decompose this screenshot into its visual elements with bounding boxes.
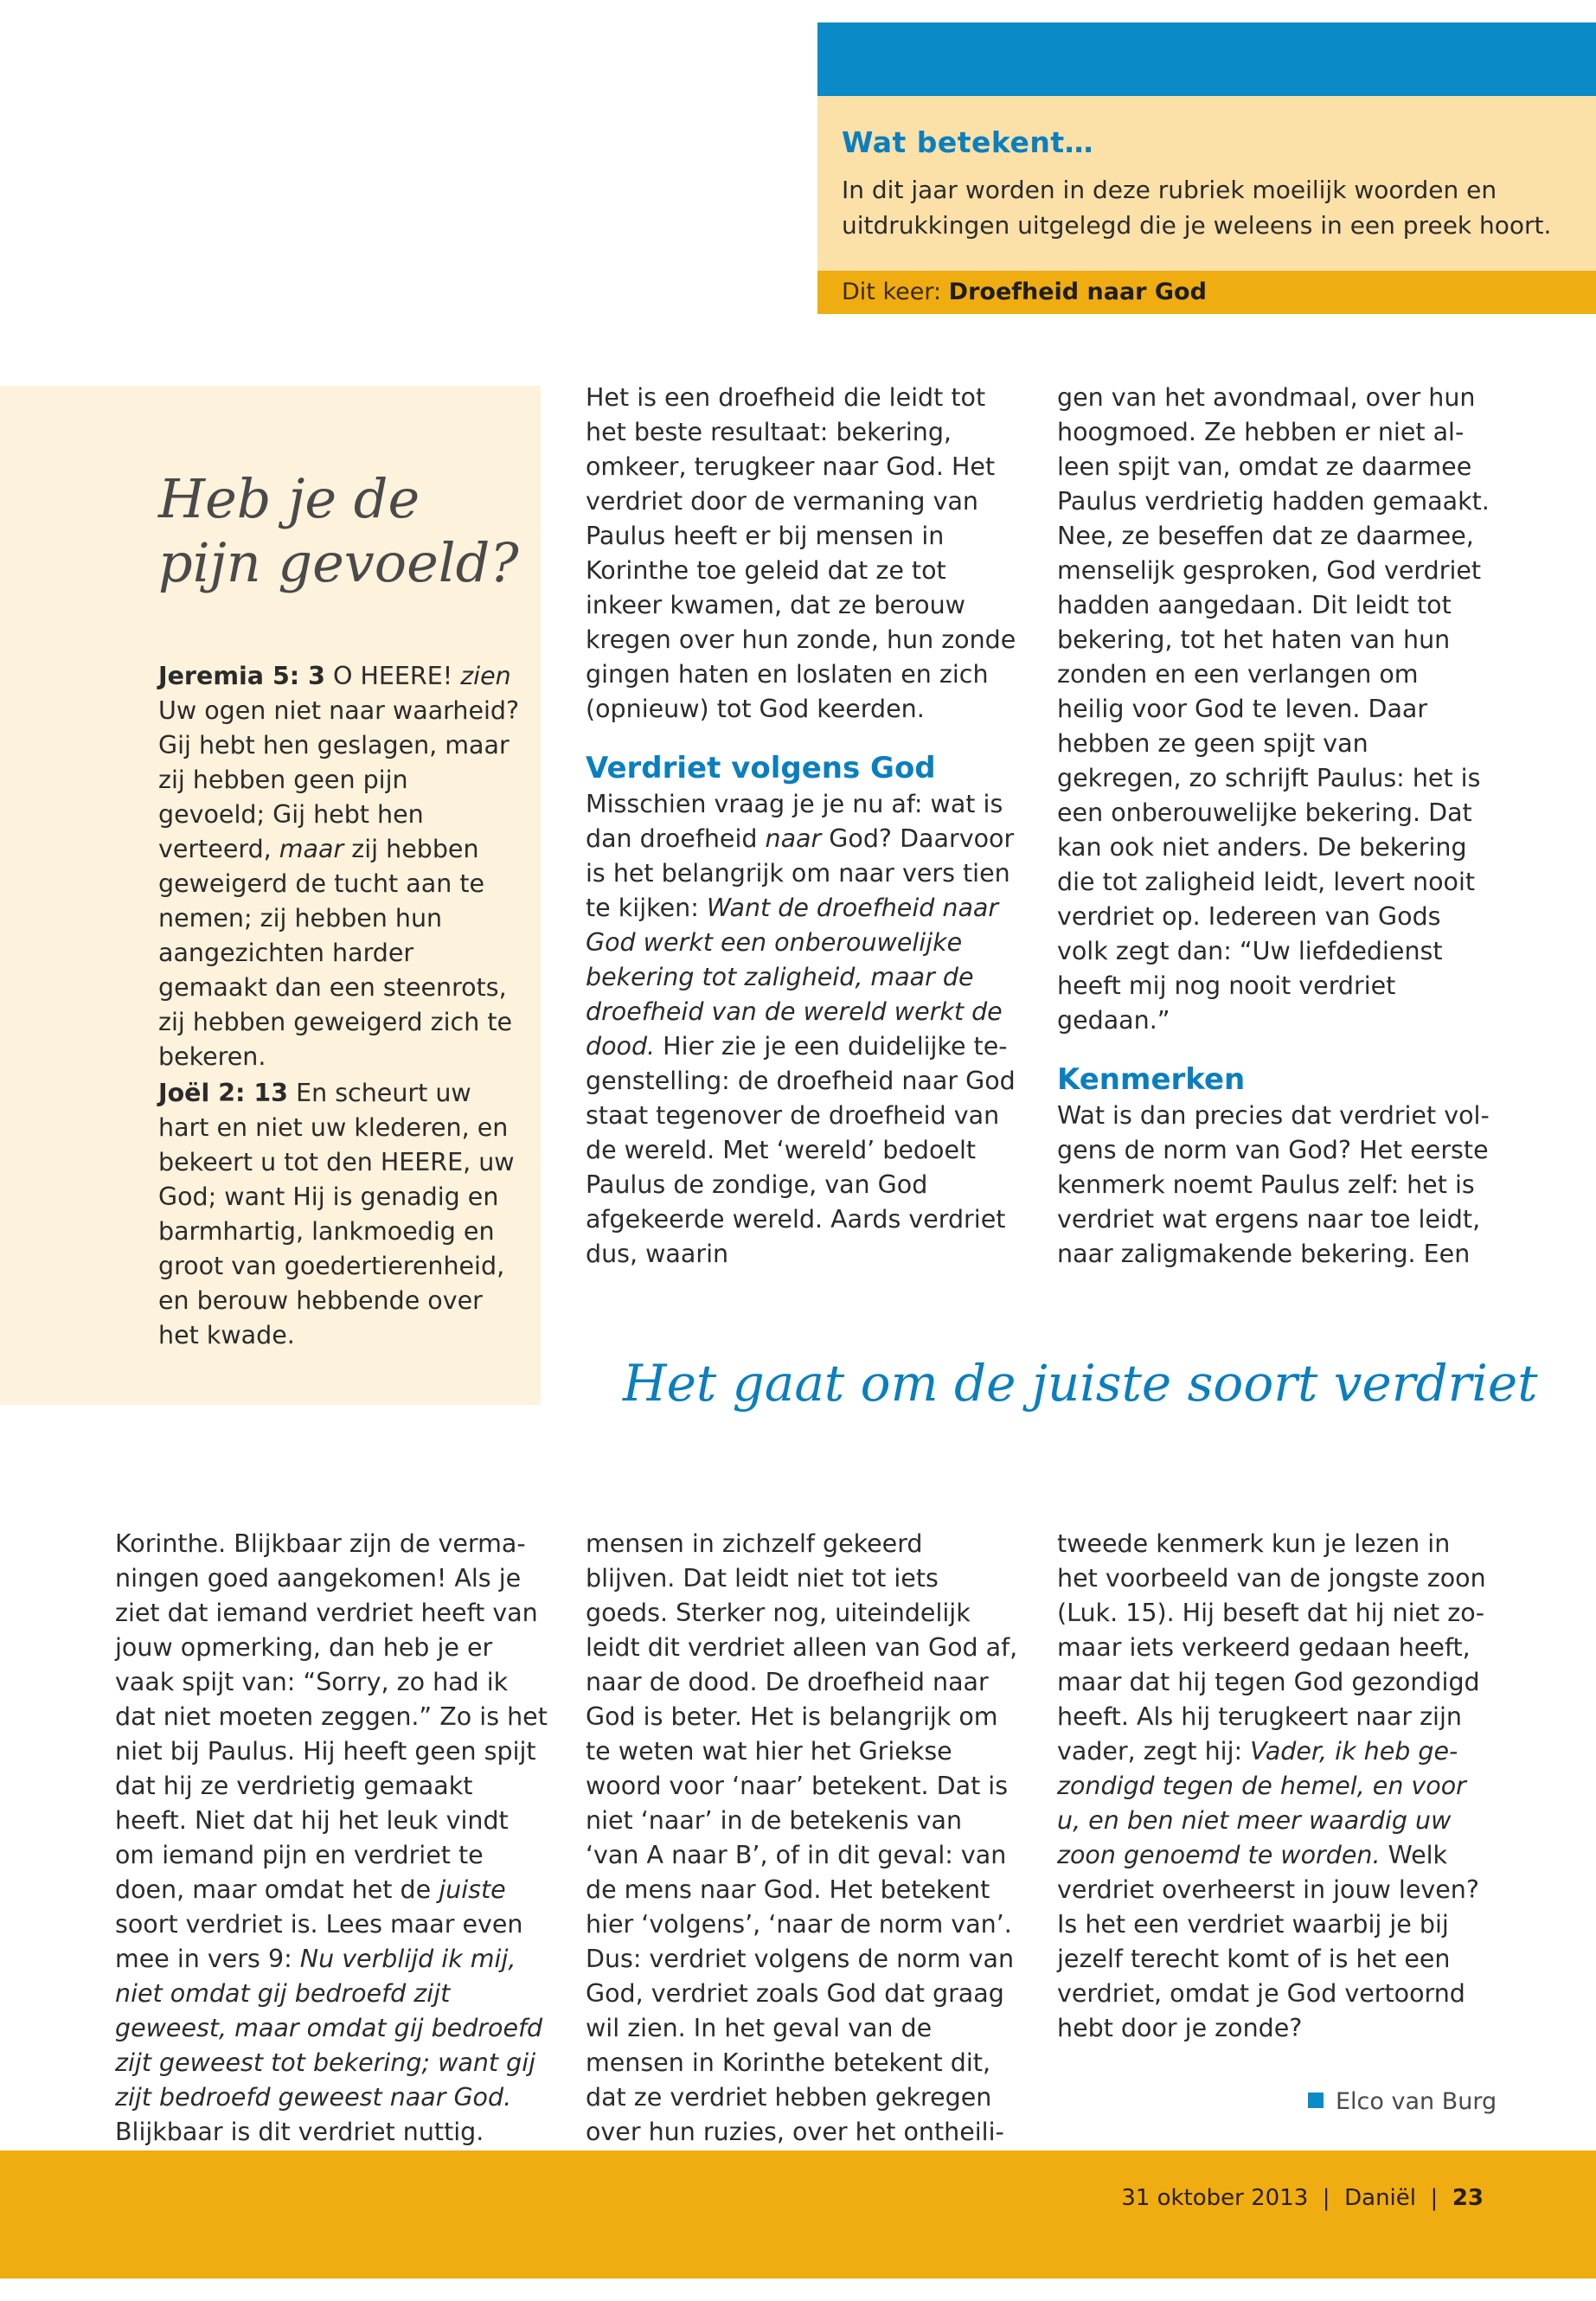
text-italic: juiste [439, 1875, 506, 1904]
verse-jeremia [158, 659, 522, 1074]
info-footer-topic: Droefheid naar God [948, 279, 1207, 305]
footer-separator: | [1415, 2185, 1452, 2211]
paragraph [1057, 1527, 1490, 2046]
text: Hier zie je een duidelijke tegenstelling: de droefheid naar God staat tegenover de droefheid van de wereld. Met ‘wereld’ bedoelt Paulus de zondige, van God afgekeerde wereld. Aards verdriet dus, waarin [586, 1032, 1016, 1268]
footer-separator: | [1308, 2185, 1345, 2211]
paragraph: gen van het avondmaal, over hun hoogmoed. Ze hebben er niet alleen spijt van, omdat ze daarmee Paulus verdrietig hadden gemaakt. Nee, ze beseffen dat ze daarmee, menselijk gesproken, God verdriet hadden aangedaan. Dit leidt tot bekering, tot het haten van hun zonden en een verlangen om heilig voor God te leven. Daar hebben ze geen spijt van gekregen, zo schrijft Paulus: het is een onberouwelijke bekering. Dat kan ook niet anders. De bekering die tot zaligheid leidt, levert nooit verdriet op. Iedereen van Gods volk zegt dan: “Uw liefdedienst heeft mij nog nooit verdriet gedaan.” [1057, 383, 1490, 1035]
info-header-bar [817, 22, 1596, 96]
bible-quote: Vader, ik heb gezondigd tegen de hemel, en voor u, en ben niet meer waardig uw zoon genoemd te worden. [1057, 1737, 1466, 1869]
article-column-top-right [1057, 381, 1490, 1272]
paragraph [115, 1527, 548, 2150]
info-footer-text [842, 279, 1207, 305]
issue-date: 31 oktober 2013 [1121, 2185, 1309, 2211]
text: God? Daarvoor is het belangrijk om naar vers tien te kijken: [586, 824, 1015, 922]
verse-reference: Joël 2: 13 [158, 1079, 289, 1107]
pull-quote: Het gaat om de juiste soort verdriet [623, 1354, 1538, 1413]
verse-text: En scheurt uw hart en niet uw klederen, en bekeert u tot den HEERE, uw God; want Hij is genadig en barmhartig, lankmoedig en groot van goedertierenheid, en berouw hebbende over het kwade. [158, 1079, 515, 1349]
verse-joel [158, 1076, 522, 1353]
section-heading: Verdriet volgens God [586, 751, 936, 785]
info-title: Wat betekent… [842, 125, 1094, 159]
verse-text: Uw ogen niet naar waarheid? Gij hebt hen geslagen, maar zij hebben geen pijn gevoeld; Gij hebt hen verteerd, [158, 696, 520, 863]
bible-quote: Nu verblijd ik mij, niet omdat gij bedroefd zijt geweest, maar omdat gij bedroefd zijt geweest tot bekering; want gij zijt bedroefd geweest naar God. [115, 1945, 543, 2112]
square-bullet-icon [1308, 2093, 1324, 2108]
text: soort verdriet is. Lees maar even mee in vers 9: [115, 1910, 523, 1973]
verse-text-italic: maar [279, 835, 344, 863]
article-column-bottom-middle [586, 1527, 1018, 2150]
page-number: 23 [1452, 2185, 1484, 2211]
verse-text: O HEERE! [324, 662, 461, 690]
footer-text [1121, 2185, 1484, 2211]
paragraph: mensen in zichzelf gekeerd blijven. Dat leidt niet tot iets goeds. Sterker nog, uiteindelijk leidt dit verdriet alleen van God af, naar de dood. De droefheid naar God is beter. Het is belangrijk om te weten wat hier het Griekse woord voor ‘naar’ betekent. Dat is niet ‘naar’ in de betekenis van ‘van A naar B’, of in dit geval: van de mens naar God. Het betekent hier ‘volgens’, ‘naar de norm van’. Dus: verdriet volgens de norm van God, verdriet zoals God dat graag wil zien. In het geval van de mensen in Korinthe betekent dit, dat ze verdriet hebben gekregen over hun ruzies, over het ontheili- [586, 1529, 1018, 2146]
sidebar-heading: Heb je de pijn gevoeld? [158, 467, 519, 594]
author-credit [1308, 2088, 1497, 2115]
text-italic: naar [765, 824, 822, 853]
text: Blijkbaar is dit verdriet nuttig. [115, 2118, 484, 2146]
verse-text: zij hebben geweigerd de tucht aan te nemen; zij hebben hun aangezichten harder gemaakt dan een steenrots, zij hebben geweigerd zich te bekeren. [158, 835, 513, 1071]
article-column-bottom-right [1057, 1527, 1490, 2046]
footer-bar [0, 2150, 1596, 2279]
paragraph: Het is een droefheid die leidt tot het beste resultaat: bekering, omkeer, terugkeer naar God. Het verdriet door de vermaning van Paulus heeft er bij mensen in Korinthe toe geleid dat ze tot inkeer kwamen, dat ze berouw kregen over hun zonde, hun zonde gingen haten en loslaten en zich (opnieuw) tot God keerden. [586, 383, 1016, 723]
text: Korinthe. Blijkbaar zijn de vermaningen goed aangekomen! Als je ziet dat iemand verdriet heeft van jouw opmerking, dan heb je er vaak spijt van: “Sorry, zo had ik dat niet moeten zeggen.” Zo is het niet bij Paulus. Hij heeft geen spijt dat hij ze verdrietig gemaakt heeft. Niet dat hij het leuk vindt om iemand pijn en verdriet te doen, maar omdat het de [115, 1529, 548, 1904]
info-footer-prefix: Dit keer: [842, 279, 949, 305]
article-column-top-middle [586, 381, 1018, 1272]
text: Welk verdriet overheerst in jouw leven? Is het een verdriet waarbij je bij jezelf terecht komt of is het een verdriet, omdat je God vertoornd hebt door je zonde? [1057, 1841, 1479, 2042]
author-name: Elco van Burg [1336, 2088, 1497, 2115]
verse-reference: Jeremia 5: 3 [158, 662, 325, 690]
magazine-name: Daniël [1344, 2185, 1416, 2211]
paragraph [586, 787, 1018, 1272]
paragraph: Wat is dan precies dat verdriet volgens de norm van God? Het eerste kenmerk noemt Paulus zelf: het is verdriet wat ergens naar toe leidt, naar zaligmakende bekering. Een [1057, 1101, 1490, 1268]
bible-quote: Want de droefheid naar God werkt een onberouwelijke bekering tot zaligheid, maar de droefheid van de wereld werkt de dood. [586, 894, 1003, 1061]
section-heading: Kenmerken [1057, 1062, 1246, 1097]
text: tweede kenmerk kun je lezen in het voorbeeld van de jongste zoon (Luk. 15). Hij beseft dat hij niet zomaar iets verkeerd gedaan heeft, maar dat hij tegen God gezondigd heeft. Als hij terugkeert naar zijn vader, zegt hij: [1057, 1529, 1486, 1766]
text: Misschien vraag je je nu af: wat is dan droefheid [586, 790, 1003, 853]
verse-text-italic: zien [460, 662, 511, 690]
article-column-bottom-left [115, 1527, 548, 2150]
info-text: In dit jaar worden in deze rubriek moeilijk woorden en uitdrukkingen uitgelegd die je weleens in een preek hoort. [842, 176, 1552, 240]
